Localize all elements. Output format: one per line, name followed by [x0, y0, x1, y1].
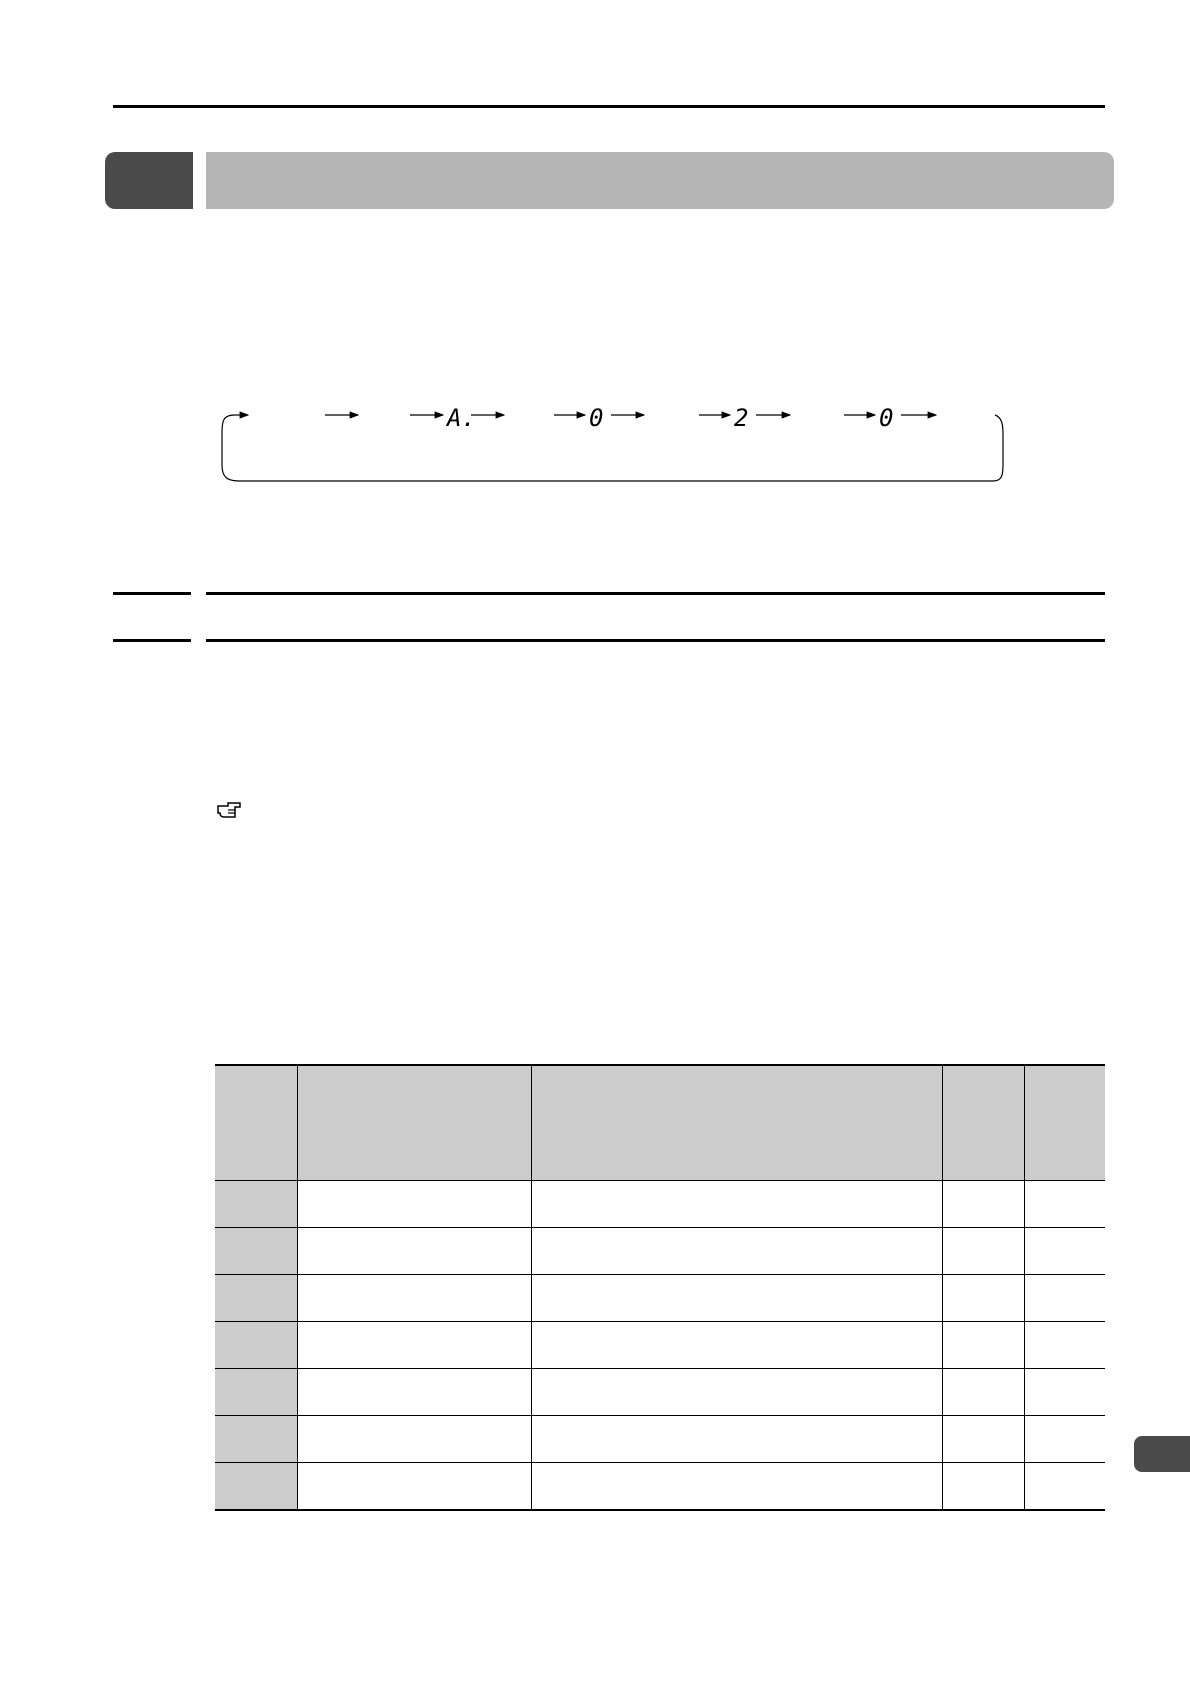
table-cell — [942, 1181, 1024, 1228]
pointing-hand-icon — [216, 800, 242, 820]
table-header-row — [215, 1065, 1105, 1181]
table-cell — [531, 1416, 942, 1463]
table-header-cell — [297, 1065, 531, 1181]
table-header-cell — [215, 1065, 297, 1181]
table-cell — [215, 1369, 297, 1416]
table-cell — [215, 1275, 297, 1322]
table-cell — [297, 1416, 531, 1463]
table-row — [215, 1228, 1105, 1275]
display-digit: 0 — [879, 404, 894, 432]
header-rule — [113, 105, 1105, 108]
table-cell — [215, 1181, 297, 1228]
alarm-table — [215, 1064, 1105, 1511]
table-row — [215, 1369, 1105, 1416]
table-cell — [297, 1369, 531, 1416]
table-cell — [531, 1322, 942, 1369]
table-cell — [215, 1322, 297, 1369]
table-cell — [215, 1228, 297, 1275]
table-cell — [297, 1228, 531, 1275]
display-digit: A. — [447, 404, 476, 432]
table-cell — [942, 1322, 1024, 1369]
subsection-rule — [113, 592, 191, 595]
table-cell — [1024, 1369, 1105, 1416]
table-header-cell — [942, 1065, 1024, 1181]
table-cell — [942, 1275, 1024, 1322]
display-digit: 2 — [734, 404, 749, 432]
subsection-rule — [206, 592, 1105, 595]
table-cell — [531, 1369, 942, 1416]
table-cell — [1024, 1416, 1105, 1463]
table-row — [215, 1322, 1105, 1369]
table-cell — [1024, 1322, 1105, 1369]
table-cell — [531, 1181, 942, 1228]
table-cell — [1024, 1181, 1105, 1228]
table-row — [215, 1463, 1105, 1511]
table-header-cell — [1024, 1065, 1105, 1181]
subsection-rule — [113, 639, 191, 642]
display-digit: 0 — [589, 404, 604, 432]
table-cell — [297, 1181, 531, 1228]
table-cell — [297, 1275, 531, 1322]
table-cell — [531, 1275, 942, 1322]
table-cell — [297, 1463, 531, 1511]
table-cell — [942, 1416, 1024, 1463]
table-cell — [531, 1463, 942, 1511]
table-cell — [531, 1228, 942, 1275]
alarm-display-flow — [215, 395, 1005, 485]
table-row — [215, 1275, 1105, 1322]
table-cell — [215, 1463, 297, 1511]
table-cell — [942, 1369, 1024, 1416]
section-title-bar — [206, 152, 1114, 209]
table-header-cell — [531, 1065, 942, 1181]
subsection-rule — [206, 639, 1105, 642]
chapter-tab — [1134, 1436, 1190, 1472]
table-row — [215, 1181, 1105, 1228]
table-cell — [215, 1416, 297, 1463]
table-cell — [297, 1322, 531, 1369]
section-number-box — [105, 152, 193, 209]
table-row — [215, 1416, 1105, 1463]
table-cell — [1024, 1228, 1105, 1275]
table-cell — [1024, 1275, 1105, 1322]
table-cell — [1024, 1463, 1105, 1511]
table-cell — [942, 1228, 1024, 1275]
table-cell — [942, 1463, 1024, 1511]
